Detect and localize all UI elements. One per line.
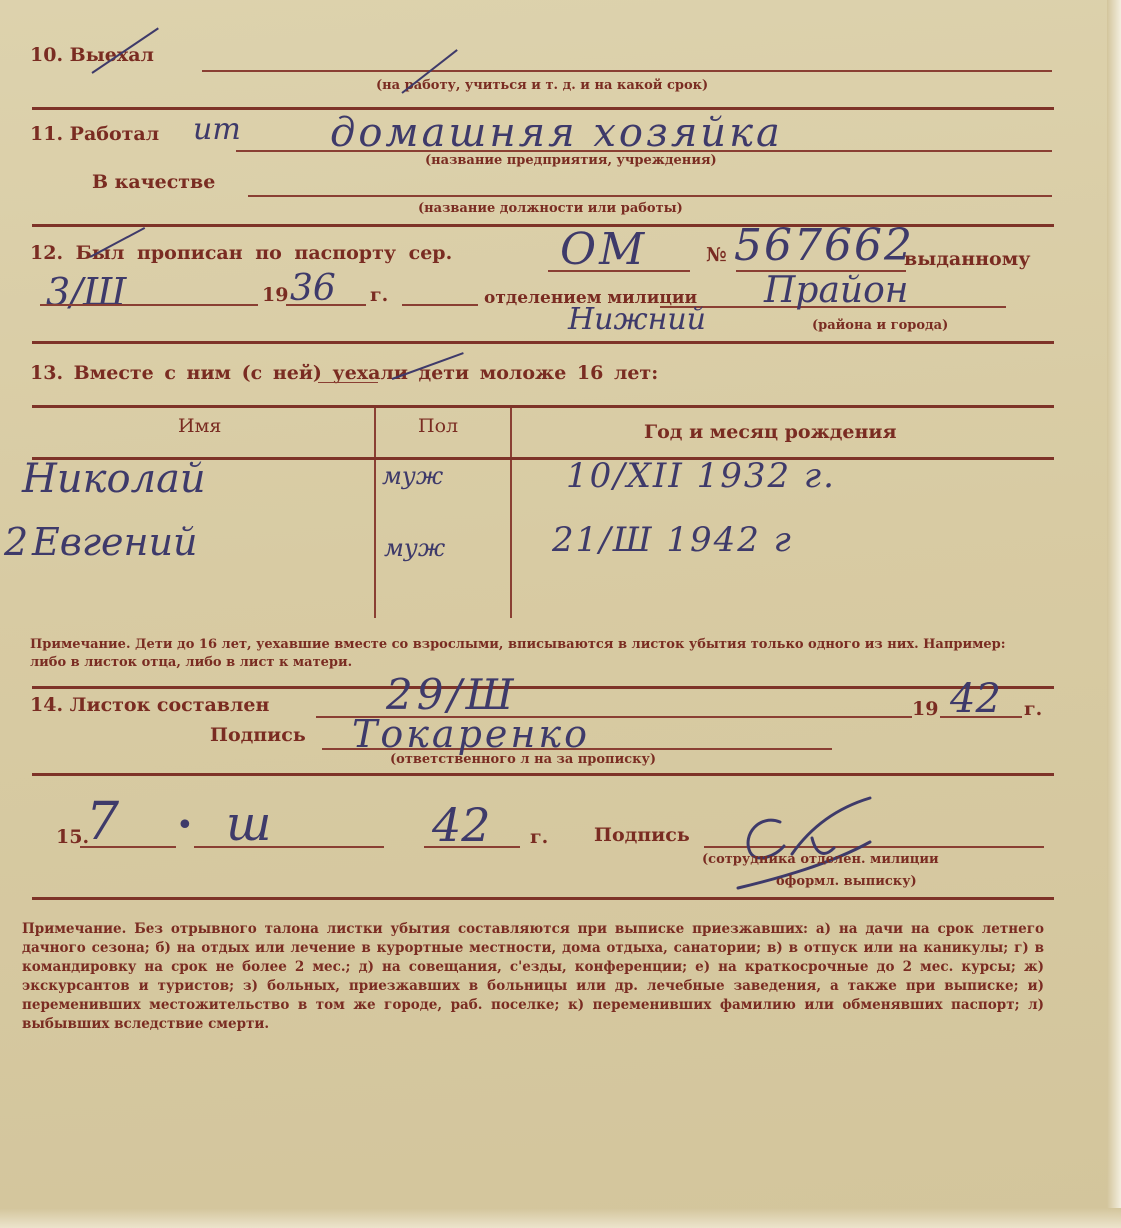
table-col-sep-2 [510, 408, 512, 618]
item12-dept-value-2: Нижний [568, 302, 706, 337]
row1-name: Николай [22, 456, 206, 502]
item10-caption: (на работу, учиться и т. д. и на какой срок) [376, 78, 709, 93]
item11-label: 11. Работал [30, 123, 160, 145]
item15-caption-1: (сотрудника отделен. милиции [702, 852, 939, 867]
item14-year-mark: г. [1024, 698, 1043, 720]
row2-sex: муж [384, 534, 446, 562]
divider-13-14 [32, 686, 1054, 689]
item10-line [202, 70, 1052, 72]
item15-year-mark: г. [530, 826, 549, 848]
item12-series: ОМ [560, 224, 648, 275]
item12-year-line [286, 304, 366, 306]
item12-year-prefix: 19 [262, 284, 289, 306]
divider-14-15 [32, 773, 1054, 776]
item11-role-line [248, 195, 1052, 197]
footnote: Примечание. Без отрывного талона листки убытия составляются при выписке приезжавших: а) на дачи на срок летнего дачного сезона; б) на отдых или лечение в курортные местности, дома отдыха, санатории; в) в отпуск или на каникулы; г) в командировку на срок не более 2 мес.; д) на совещания, с'езды, конференции; е) на краткосрочные до 2 мес. курсы; ж) экскурсантов и туристов; з) больных, приезжавших в больницы или др. лечебные заведения, а также при выписке; и) переменивших местожительство в том же городе, раб. поселке; к) переменивших фамилию или обменявших паспорт; л) выбывших вследствие смерти. [22, 921, 1044, 1032]
item15-day-line [80, 846, 176, 848]
item15-month-line [194, 846, 384, 848]
item14-sign-label: Подпись [210, 724, 306, 746]
item12-year-mark: г. [370, 284, 389, 306]
table-header-name: Имя [178, 415, 222, 437]
table-header-sex: Пол [418, 415, 459, 437]
table-header-born: Год и месяц рождения [644, 421, 897, 443]
item12-dept-label: отделением милиции [484, 288, 698, 308]
table-col-sep-1 [374, 408, 376, 618]
divider-15-notes [32, 897, 1054, 900]
item13-label: 13. Вместе с ним (с ней) уехали дети моложе 16 лет: [30, 362, 659, 384]
divider-12-13 [32, 341, 1054, 344]
item12-issued-label: выданному [904, 248, 1031, 270]
item14-label: 14. Листок составлен [30, 694, 270, 716]
row2-prefix: 2 [4, 520, 29, 564]
item14-year: 42 [950, 676, 1001, 722]
item14-year-line [940, 716, 1022, 718]
item13-note: Примечание. Дети до 16 лет, уехавшие вместе со взрослыми, вписываются в листок убытия только одного из них. Например: либо в листок отца, либо в лист к матери. [30, 637, 1006, 670]
item11-role-label: В качестве [92, 171, 216, 193]
item15-caption-2: оформл. выписку) [776, 874, 917, 889]
item11-value: домашняя хозяйка [330, 110, 783, 156]
table-top [32, 405, 1054, 408]
item10-label: 10. Выехал [30, 44, 154, 66]
item15-sign-label: Подпись [594, 824, 690, 846]
item15-year: 42 [432, 798, 491, 852]
item12-number-label: № [706, 244, 727, 266]
item15-year-line [424, 846, 520, 848]
item12-date: 3/Ш [46, 270, 127, 314]
item11-caption: (название предприятия, учреждения) [425, 153, 717, 168]
item13-underline-ney [318, 382, 378, 383]
item12-label: 12. Был прописан по паспорту сер. [30, 242, 453, 264]
paper-edge-right [1107, 0, 1121, 1228]
item12-blank-line [402, 304, 478, 306]
item15-dot: • [176, 808, 194, 843]
item12-dept-caption: (района и города) [812, 318, 949, 333]
paper-edge-bottom [0, 1208, 1121, 1228]
row1-born: 10/XII 1932 г. [566, 456, 836, 496]
item11-role-caption: (название должности или работы) [418, 201, 683, 216]
item14-sign-caption: (ответственного л на за прописку) [390, 752, 656, 767]
item15-label: 15. [56, 826, 90, 848]
item12-dept-value-1: Прайон [764, 270, 909, 311]
item12-number: 567662 [734, 220, 914, 271]
item14-date: 29/Ш [386, 670, 518, 719]
item14-sign: Токаренко [352, 712, 590, 756]
item12-year: 36 [290, 268, 336, 309]
row1-sex: муж [382, 462, 444, 490]
item12-date-line [40, 304, 258, 306]
item14-year-prefix: 19 [912, 698, 939, 720]
row2-name: Евгений [32, 520, 198, 564]
item15-day: 7 [86, 792, 120, 852]
item11-label-hand: ит [193, 112, 241, 147]
row2-born: 21/Ш 1942 г [552, 520, 793, 560]
item15-month: ш [226, 796, 272, 852]
